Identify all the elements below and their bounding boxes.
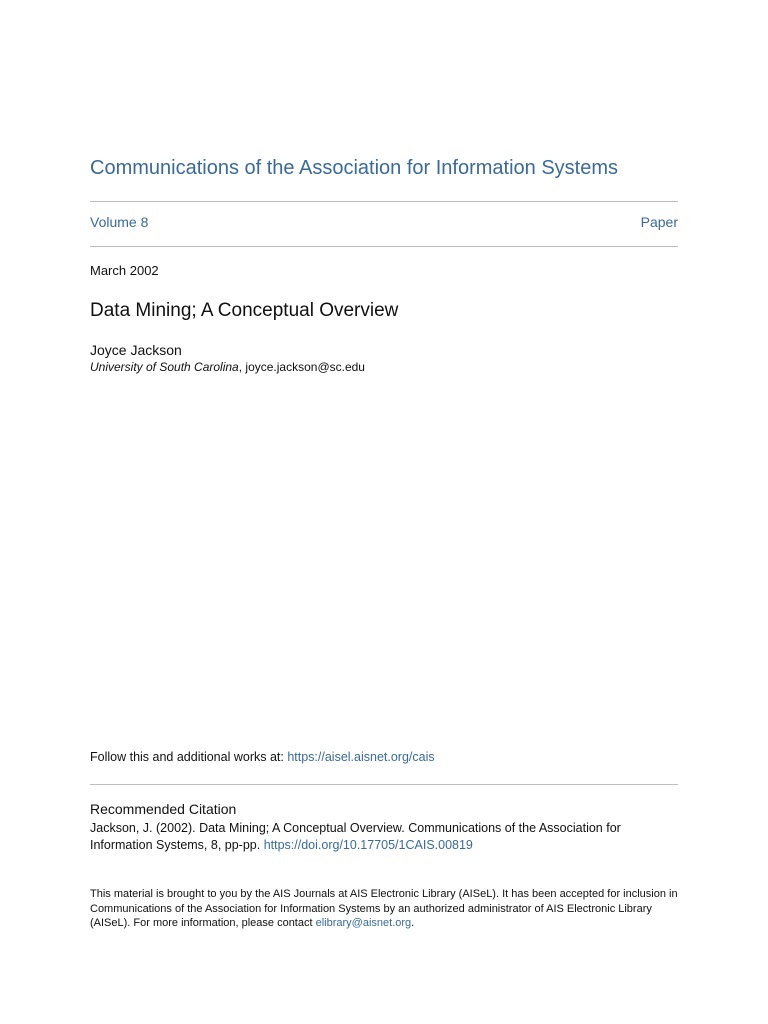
follow-line bbox=[90, 750, 435, 764]
author-email: joyce.jackson@sc.edu bbox=[245, 360, 365, 374]
journal-title-link[interactable]: Communications of the Association for Information Systems bbox=[90, 157, 619, 179]
header-divider bbox=[90, 246, 678, 247]
cover-page bbox=[90, 0, 678, 1024]
citation-divider bbox=[90, 784, 678, 785]
follow-text: Follow this and additional works at: bbox=[90, 750, 288, 764]
follow-url-link[interactable]: https://aisel.aisnet.org/cais bbox=[287, 750, 435, 764]
volume-link[interactable]: Volume 8 bbox=[90, 214, 149, 230]
footer-note bbox=[90, 887, 678, 931]
recommended-citation-heading: Recommended Citation bbox=[90, 801, 237, 817]
doi-link[interactable]: https://doi.org/10.17705/1CAIS.00819 bbox=[263, 838, 473, 852]
footer-text: This material is brought to you by the AIS Journals at AIS Electronic Library (AISeL). It has been accepted for inclusion in Communications of the Association for Information Systems by an authorized administrator of AIS Electronic Library (AISeL). For more information, please contact bbox=[90, 888, 678, 929]
publication-date: March 2002 bbox=[90, 263, 159, 278]
affiliation-separator: , bbox=[238, 360, 246, 374]
article-title: Data Mining; A Conceptual Overview bbox=[90, 300, 399, 321]
contact-email-link[interactable]: elibrary@aisnet.org bbox=[315, 917, 412, 929]
citation-text bbox=[90, 820, 678, 854]
footer-suffix: . bbox=[411, 917, 415, 929]
author-name: Joyce Jackson bbox=[90, 342, 182, 358]
affiliation-name: University of South Carolina bbox=[90, 360, 239, 374]
paper-link[interactable]: Paper bbox=[640, 214, 678, 230]
author-affiliation bbox=[90, 360, 365, 374]
top-divider bbox=[90, 201, 678, 202]
citation-body: Jackson, J. (2002). Data Mining; A Conceptual Overview. Communications of the Association for Information Systems, 8, pp-pp. bbox=[90, 821, 621, 852]
